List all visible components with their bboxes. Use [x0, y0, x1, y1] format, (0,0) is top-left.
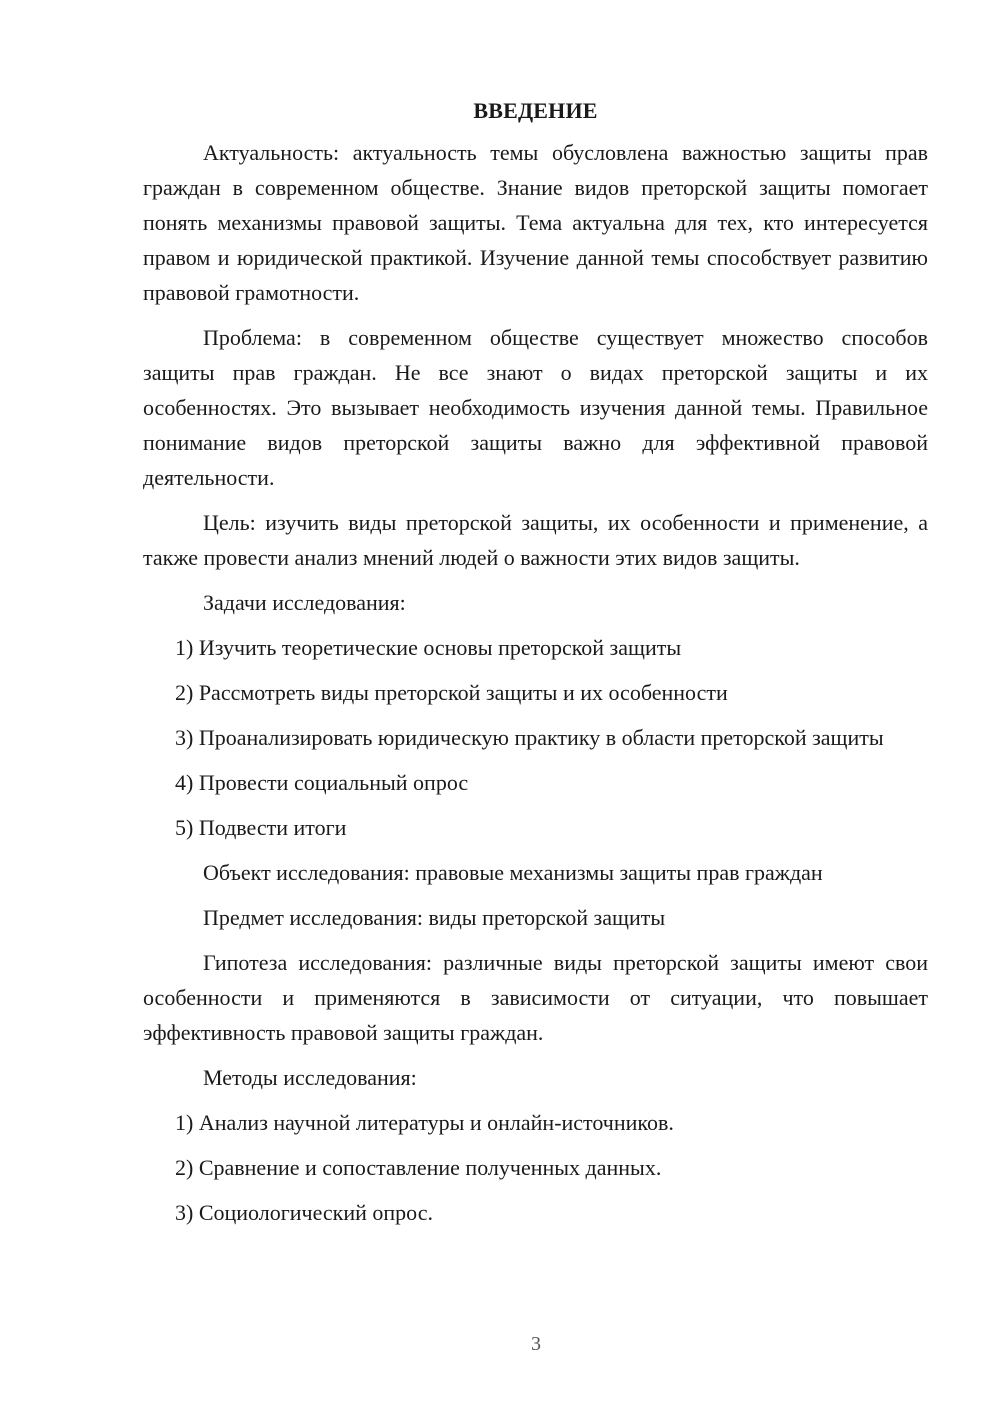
page-number: 3 [531, 1333, 541, 1355]
tasks-heading: Задачи исследования: [203, 590, 406, 615]
method-item: 1) Анализ научной литературы и онлайн-источников. [175, 1110, 674, 1135]
task-item: 5) Подвести итоги [175, 815, 347, 840]
methods-heading: Методы исследования: [203, 1065, 417, 1090]
task-item: 4) Провести социальный опрос [175, 770, 469, 795]
document-page [143, 96, 928, 1240]
relevance-paragraph: Актуальность: актуальность темы обусловлена важностью защиты прав граждан в современном обществе. Знание видов преторской защиты помогает понять механизмы правовой защиты. Тема актуальна для тех, кто интересуется правом и юридической практикой. Изучение данной темы способствует развитию правовой грамотности. [143, 140, 928, 305]
goal-paragraph: Цель: изучить виды преторской защиты, их особенности и применение, а также провести анализ мнений людей о важности этих видов защиты. [143, 510, 928, 570]
object-line: Объект исследования: правовые механизмы защиты прав граждан [203, 860, 823, 885]
task-item: 3) Проанализировать юридическую практику в области преторской защиты [175, 725, 884, 750]
problem-paragraph: Проблема: в современном обществе существует множество способов защиты прав граждан. Не все знают о видах преторской защиты и их особенностях. Это вызывает необходимость изучения данной темы. Правильное понимание видов преторской защиты важно для эффективной правовой деятельности. [143, 325, 928, 490]
task-item: 1) Изучить теоретические основы преторской защиты [175, 635, 682, 660]
method-item: 2) Сравнение и сопоставление полученных данных. [175, 1155, 662, 1180]
hypothesis-paragraph: Гипотеза исследования: различные виды преторской защиты имеют свои особенности и применяются в зависимости от ситуации, что повышает эффективность правовой защиты граждан. [143, 950, 928, 1045]
task-item: 2) Рассмотреть виды преторской защиты и их особенности [175, 680, 728, 705]
method-item: 3) Социологический опрос. [175, 1200, 433, 1225]
subject-line: Предмет исследования: виды преторской защиты [203, 905, 666, 930]
section-title: ВВЕДЕНИЕ [473, 98, 598, 123]
